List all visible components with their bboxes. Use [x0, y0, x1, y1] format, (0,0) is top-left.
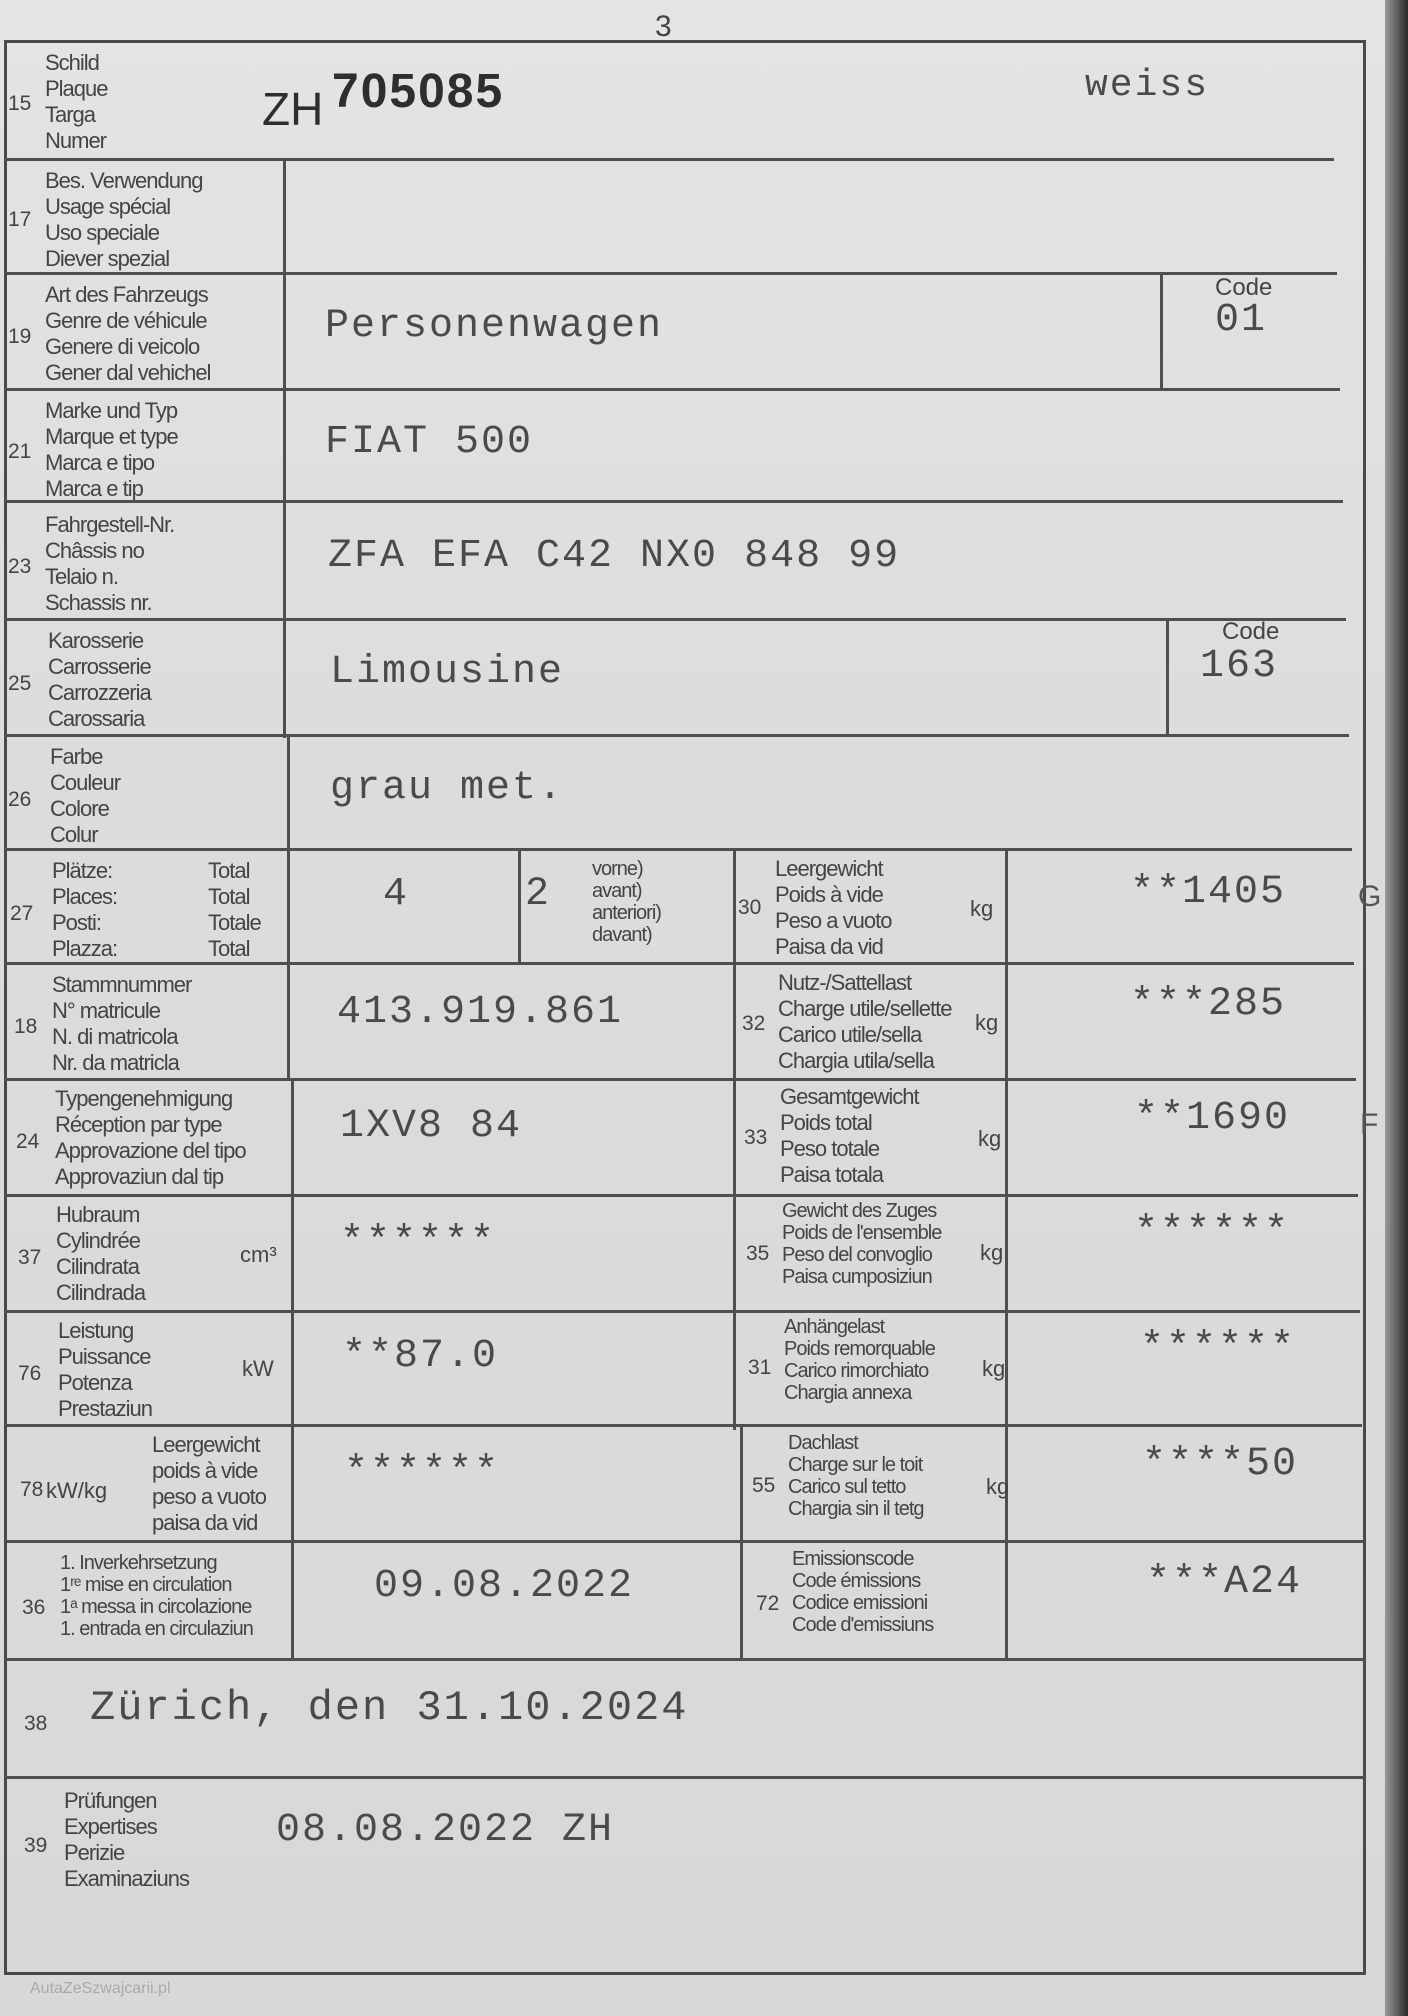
plate-label: Schild Plaque Targa Numer — [45, 50, 108, 153]
field-number-25: 25 — [8, 672, 32, 695]
trailer-load-value: ****** — [1140, 1326, 1297, 1371]
field-number-18: 18 — [14, 1015, 38, 1038]
place-date-value: Zürich, den 31.10.2024 — [90, 1684, 689, 1732]
field-number-17: 17 — [8, 208, 32, 231]
page-edge-shadow — [1385, 0, 1408, 2016]
field-number-78: 78 — [20, 1478, 44, 1501]
plate-color: weiss — [1085, 64, 1210, 107]
field-number-23: 23 — [8, 555, 32, 578]
inspections-label: Prüfungen Expertises Perizie Examinaziuns — [64, 1788, 189, 1891]
color-label: Farbe Couleur Colore Colur — [50, 744, 121, 847]
plate-canton: ZH — [262, 83, 324, 135]
power-value: **87.0 — [342, 1334, 499, 1379]
total-weight-marker: F — [1360, 1108, 1379, 1141]
type-approval-value: 1XV8 84 — [340, 1104, 523, 1149]
field-number-15: 15 — [8, 92, 32, 115]
color-value: grau met. — [330, 766, 565, 811]
field-number-19: 19 — [8, 325, 32, 348]
chassis-label: Fahrgestell-Nr. Châssis no Telaio n. Schassis nr. — [45, 512, 175, 615]
body-label: Karosserie Carrosserie Carrozzeria Carossaria — [48, 628, 151, 731]
total-weight-value: **1690 — [1134, 1096, 1291, 1141]
vehicle-type-code-label: Code — [1215, 274, 1273, 301]
master-number-label: Stammnummer N° matricule N. di matricola Nr. da matricla — [52, 972, 192, 1075]
empty-weight-label: Leergewicht Poids à vide Peso a vuoto Paisa da vid — [775, 856, 892, 959]
make-value: FIAT 500 — [325, 420, 534, 465]
field-number-76: 76 — [18, 1362, 42, 1385]
displacement-label: Hubraum Cylindrée Cilindrata Cilindrada — [56, 1202, 146, 1305]
field-number-30: 30 — [738, 896, 762, 919]
field-number-26: 26 — [8, 788, 32, 811]
power-weight-value: ****** — [344, 1450, 501, 1495]
power-weight-unit: kW/kg — [46, 1478, 108, 1503]
chassis-value: ZFA EFA C42 NX0 848 99 — [328, 534, 901, 579]
field-number-27: 27 — [10, 902, 34, 925]
train-weight-label: Gewicht des Zuges Poids de l'ensemble Peso del convoglio Paisa cumposiziun — [782, 1200, 942, 1288]
train-weight-unit: kg — [980, 1240, 1004, 1265]
vehicle-type-value: Personenwagen — [325, 304, 664, 349]
body-code-label: Code — [1222, 618, 1280, 645]
empty-weight-value: **1405 — [1130, 870, 1287, 915]
special-use-label: Bes. Verwendung Usage spécial Uso speciale Diever spezial — [45, 168, 203, 271]
roof-load-value: ****50 — [1142, 1442, 1299, 1487]
power-label: Leistung Puissance Potenza Prestaziun — [58, 1318, 152, 1421]
seats-total: 4 — [383, 872, 410, 917]
watermark: AutaZeSzwajcarii.pl — [30, 1980, 171, 1997]
payload-unit: kg — [975, 1010, 999, 1035]
payload-value: ***285 — [1130, 982, 1287, 1027]
empty-weight-marker: G — [1358, 880, 1382, 913]
inspections-value: 08.08.2022 ZH — [276, 1808, 615, 1853]
field-number-36: 36 — [22, 1596, 46, 1619]
emission-code-value: ***A24 — [1146, 1560, 1303, 1605]
vehicle-type-label: Art des Fahrzeugs Genre de véhicule Genere di veicolo Gener dal vehichel — [45, 282, 211, 385]
roof-load-unit: kg — [986, 1474, 1010, 1499]
body-code: 163 — [1200, 644, 1279, 689]
field-number-31: 31 — [748, 1356, 772, 1379]
power-weight-label: Leergewicht poids à vide peso a vuoto paisa da vid — [152, 1432, 266, 1535]
field-number-72: 72 — [756, 1592, 780, 1615]
empty-weight-unit: kg — [970, 896, 994, 921]
first-registration-label: 1. Inverkehrsetzung 1ʳᵉ mise en circulation 1ᵃ messa in circolazione 1. entrada en circulaziun — [60, 1552, 253, 1640]
master-number-value: 413.919.861 — [337, 990, 624, 1035]
field-number-32: 32 — [742, 1012, 766, 1035]
vehicle-type-code: 01 — [1215, 298, 1268, 343]
field-number-21: 21 — [8, 440, 32, 463]
seats-label: Plätze: Places: Posti: Plazza: — [52, 858, 118, 961]
field-number-55: 55 — [752, 1474, 776, 1497]
field-number-37: 37 — [18, 1246, 42, 1269]
field-number-24: 24 — [16, 1130, 40, 1153]
seats-front-label: vorne) avant) anteriori) davant) — [592, 858, 661, 946]
make-label: Marke und Typ Marque et type Marca e tipo Marca e tip — [45, 398, 178, 501]
emission-code-label: Emissionscode Code émissions Codice emissioni Code d'emissiuns — [792, 1548, 934, 1636]
train-weight-value: ****** — [1134, 1210, 1291, 1255]
trailer-load-unit: kg — [982, 1356, 1006, 1381]
trailer-load-label: Anhängelast Poids remorquable Carico rimorchiato Chargia annexa — [784, 1316, 935, 1404]
plate-number: 705085 — [332, 65, 505, 118]
field-number-33: 33 — [744, 1126, 768, 1149]
seats-front: 2 — [525, 872, 552, 917]
field-number-35: 35 — [746, 1242, 770, 1265]
total-weight-unit: kg — [978, 1126, 1002, 1151]
field-number-39: 39 — [24, 1834, 48, 1857]
power-unit: kW — [242, 1356, 274, 1381]
payload-label: Nutz-/Sattellast Charge utile/sellette Carico utile/sella Chargia utila/sella — [778, 970, 952, 1073]
roof-load-label: Dachlast Charge sur le toit Carico sul tetto Chargia sin il tetg — [788, 1432, 924, 1520]
displacement-unit: cm³ — [240, 1242, 277, 1267]
total-weight-label: Gesamtgewicht Poids total Peso totale Paisa totala — [780, 1084, 919, 1187]
displacement-value: ****** — [340, 1220, 497, 1265]
body-value: Limousine — [330, 650, 565, 695]
first-registration-value: 09.08.2022 — [374, 1564, 635, 1609]
page-number: 3 — [655, 10, 672, 43]
seats-total-label: Total Total Totale Total — [208, 858, 261, 961]
type-approval-label: Typengenehmigung Réception par type Approvazione del tipo Approvaziun dal tip — [55, 1086, 246, 1189]
field-number-38: 38 — [24, 1712, 48, 1735]
